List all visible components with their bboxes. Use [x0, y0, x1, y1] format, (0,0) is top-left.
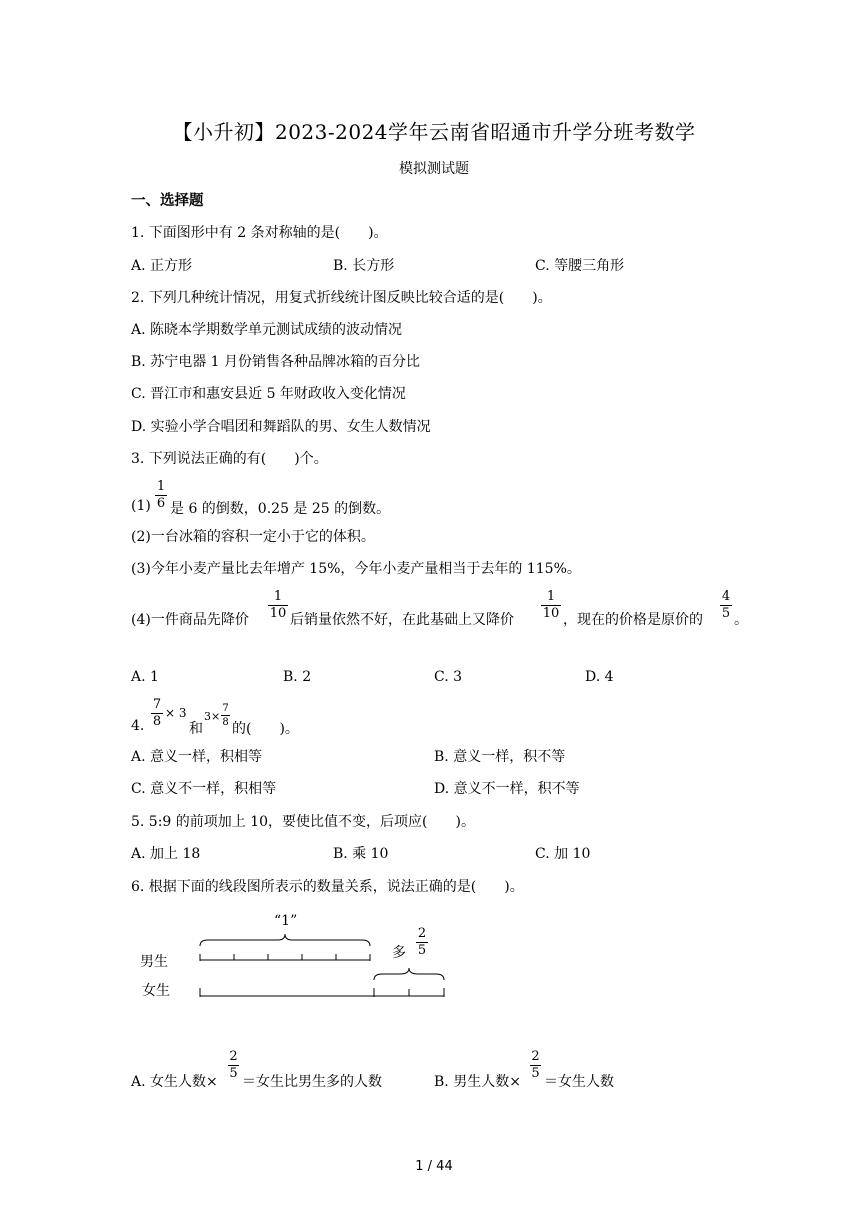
question-3-statement-4-part-b: 后销量依然不好，在此基础上又降价: [290, 612, 514, 628]
section-heading: 一、选择题: [131, 193, 204, 209]
question-5-option-c: C. 加 10: [535, 846, 591, 862]
question-3-statement-4-part-d: 。: [734, 612, 748, 628]
fraction-denominator: 6: [156, 496, 166, 511]
question-3-stem: 3. 下列说法正确的有( )个。: [131, 451, 328, 467]
fraction-denominator: 10: [269, 606, 287, 621]
question-1-stem: 1. 下面图形中有 2 条对称轴的是( )。: [131, 225, 388, 241]
fraction-one-sixth: [155, 480, 167, 511]
question-2-option-a: A. 陈晓本学期数学单元测试成绩的波动情况: [131, 322, 403, 338]
question-6-option-b-prefix: B. 男生人数×: [434, 1074, 521, 1090]
fraction-one-tenth-second: [541, 590, 561, 621]
fraction-numerator: 2: [229, 1049, 238, 1064]
question-4-expression-1-multiplier: × 3: [165, 706, 187, 720]
question-4-option-b: B. 意义一样，积不等: [434, 749, 566, 765]
fraction-denominator: 5: [229, 1066, 238, 1081]
question-4-number: 4.: [131, 718, 145, 734]
question-3-option-b: B. 2: [283, 669, 312, 685]
fraction-seven-eighths: [151, 698, 163, 729]
fraction-denominator: 8: [222, 717, 229, 728]
fraction-numerator: 2: [417, 926, 427, 941]
question-5-stem: 5. 5:9 的前项加上 10，要使比值不变，后项应( )。: [131, 814, 475, 830]
fraction-numerator: 1: [546, 589, 556, 604]
fraction-one-tenth: [268, 590, 288, 621]
question-3-statement-1-text: 是 6 的倒数，0.25 是 25 的倒数。: [170, 501, 391, 517]
diagram-unit-label: “1”: [274, 913, 298, 929]
document-title: 【小升初】2023-2024学年云南省昭通市升学分班考数学: [172, 120, 696, 144]
fraction-numerator: 1: [273, 589, 283, 604]
question-2-option-b: B. 苏宁电器 1 月份销售各种品牌冰箱的百分比: [131, 354, 420, 370]
fraction-four-fifths: [720, 590, 732, 621]
question-3-option-d: D. 4: [585, 669, 614, 685]
question-3-statement-2: (2)一台冰箱的容积一定小于它的体积。: [131, 529, 375, 545]
fraction-numerator: 4: [721, 589, 731, 604]
unit-brace: [200, 934, 370, 946]
question-5-option-b: B. 乘 10: [333, 846, 389, 862]
fraction-denominator: 5: [721, 606, 731, 621]
question-6-option-b-suffix: ＝女生人数: [544, 1074, 614, 1090]
fraction-numerator: 1: [156, 479, 166, 494]
question-4-option-c: C. 意义不一样，积相等: [131, 781, 277, 797]
question-6-option-a-suffix: ＝女生比男生多的人数: [242, 1074, 382, 1090]
fraction-two-fifths-option-a: [228, 1050, 239, 1081]
question-4-option-a: A. 意义一样，积相等: [131, 749, 263, 765]
question-3-option-c: C. 3: [434, 669, 463, 685]
question-3-option-a: A. 1: [131, 669, 159, 685]
diagram-row-label-boys: 男生: [140, 954, 168, 970]
fraction-denominator: 10: [542, 606, 560, 621]
question-3-statement-3: (3)今年小麦产量比去年增产 15%，今年小麦产量相当于去年的 115%。: [131, 561, 581, 577]
fraction-denominator: 5: [417, 943, 427, 958]
fraction-denominator: 8: [152, 714, 162, 729]
question-3-statement-4-part-a: (4)一件商品先降价: [131, 612, 249, 628]
question-4-expression-2-multiplier: 3×: [204, 710, 221, 723]
fraction-seven-eighths-small: [221, 703, 230, 728]
question-6-option-a-prefix: A. 女生人数×: [131, 1074, 218, 1090]
question-3-statement-1-prefix: (1): [131, 498, 151, 514]
question-5-option-a: A. 加上 18: [131, 846, 201, 862]
fraction-two-fifths-option-b: [530, 1050, 541, 1081]
question-1-option-c: C. 等腰三角形: [535, 258, 625, 274]
line-segment-diagram: [190, 930, 455, 1002]
diagram-row-label-girls: 女生: [142, 983, 170, 999]
fraction-numerator: 2: [531, 1049, 540, 1064]
question-2-option-d: D. 实验小学合唱团和舞蹈队的男、女生人数情况: [131, 419, 431, 435]
diagram-more-label: 多: [392, 945, 406, 961]
page-number: 1 / 44: [415, 1159, 453, 1174]
question-2-option-c: C. 晋江市和惠安县近 5 年财政收入变化情况: [131, 386, 406, 402]
extra-brace: [374, 968, 444, 980]
question-6-stem: 6. 根据下面的线段图所表示的数量关系，说法正确的是( )。: [131, 879, 524, 895]
fraction-numerator: 7: [222, 703, 229, 714]
fraction-numerator: 7: [152, 697, 162, 712]
question-1-option-a: A. 正方形: [131, 258, 193, 274]
question-3-statement-4-part-c: ，现在的价格是原价的: [563, 612, 703, 628]
document-subtitle: 模拟测试题: [399, 161, 469, 177]
question-1-option-b: B. 长方形: [333, 258, 395, 274]
question-4-connector: 和: [189, 721, 203, 737]
question-2-stem: 2. 下列几种统计情况，用复式折线统计图反映比较合适的是( )。: [131, 290, 552, 306]
fraction-bar: [221, 715, 230, 716]
question-4-stem-tail: 的( )。: [232, 721, 299, 737]
question-4-option-d: D. 意义不一样，积不等: [434, 781, 580, 797]
fraction-denominator: 5: [531, 1066, 540, 1081]
